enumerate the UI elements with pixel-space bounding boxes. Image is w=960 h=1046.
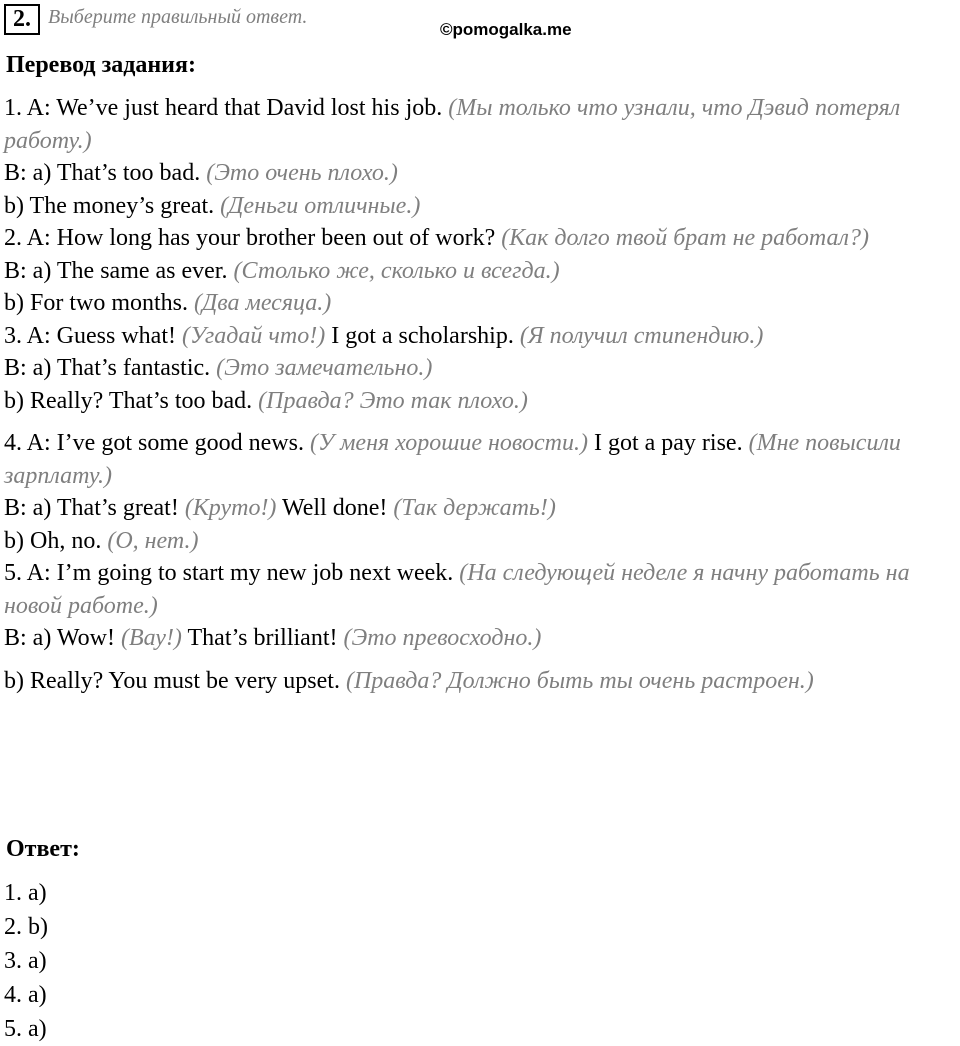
english-text: 5. A: I’m going to start my new job next week. (4, 560, 454, 586)
english-text-2: I got a pay rise. (593, 430, 743, 456)
russian-translation: (Круто!) (184, 495, 277, 521)
russian-translation: (Два месяца.) (194, 290, 332, 316)
dialogue-line-3 (4, 190, 954, 223)
russian-translation: (Это замечательно.) (216, 355, 433, 381)
dialogue-line-13 (4, 557, 954, 622)
russian-translation: (Правда? Это так плохо.) (258, 387, 528, 414)
russian-translation: (О, нет.) (107, 527, 199, 554)
english-text: b) Really? You must be very upset. (4, 667, 340, 694)
answer-item-3: 3. a) (4, 948, 47, 974)
answer-heading: Ответ: (6, 836, 80, 862)
russian-translation: (Деньги отличные.) (220, 192, 421, 219)
english-text: b) Really? That’s too bad. (4, 387, 253, 414)
english-text: 4. A: I’ve got some good news. (4, 430, 304, 456)
answer-list (4, 876, 48, 1046)
english-text: B: a) That’s too bad. (4, 160, 201, 186)
russian-translation: (У меня хорошие новости.) (309, 430, 588, 456)
dialogue-line-1 (4, 92, 954, 157)
dialogue-list (4, 92, 954, 697)
answer-item-1: 1. a) (4, 880, 47, 906)
russian-translation: (Угадай что!) (181, 322, 326, 349)
dialogue-line-4 (4, 222, 954, 255)
english-text-2: I got a scholarship. (331, 322, 514, 349)
english-text-2: Well done! (282, 495, 388, 521)
english-text: B: a) The same as ever. (4, 257, 228, 284)
english-text: b) The money’s great. (4, 192, 215, 219)
answer-item-2: 2. b) (4, 914, 48, 940)
dialogue-line-5 (4, 255, 954, 288)
dialogue-line-9 (4, 385, 954, 418)
english-text: B: a) That’s fantastic. (4, 355, 211, 381)
dialogue-line-8 (4, 352, 954, 385)
russian-translation-2: (Мне повысили зарплату.) (4, 430, 901, 489)
russian-translation: (Как долго твой брат не работал?) (501, 225, 870, 251)
dialogue-line-7 (4, 320, 954, 353)
english-text: B: a) Wow! (4, 625, 115, 651)
russian-translation: (Столько же, сколько и всегда.) (233, 257, 560, 284)
dialogue-line-12 (4, 525, 954, 558)
english-text: b) Oh, no. (4, 527, 102, 554)
dialogue-line-6 (4, 287, 954, 320)
answer-item-5: 5. a) (4, 1016, 47, 1042)
english-text: 3. A: Guess what! (4, 322, 176, 349)
english-text: B: a) That’s great! (4, 495, 179, 521)
russian-translation-2: (Так держать!) (393, 495, 556, 521)
english-text: 1. A: We’ve just heard that David lost his job. (4, 95, 443, 121)
task-instruction: Выберите правильный ответ. (48, 6, 308, 28)
russian-translation: (Это очень плохо.) (206, 160, 398, 186)
watermark: ©pomogalka.me (440, 20, 572, 39)
task-number: 2. (4, 4, 40, 35)
russian-translation: (Мы только что узнали, что Дэвид потерял работу.) (4, 95, 901, 154)
english-text: 2. A: How long has your brother been out of work? (4, 225, 496, 251)
answer-item-4: 4. a) (4, 982, 47, 1008)
dialogue-line-11 (4, 492, 954, 525)
dialogue-line-14 (4, 622, 954, 655)
russian-translation: (На следующей неделе я начну работать на новой работе.) (4, 560, 910, 619)
english-text: b) For two months. (4, 290, 189, 316)
russian-translation: (Правда? Должно быть ты очень растроен.) (345, 667, 814, 694)
russian-translation-2: (Это превосходно.) (343, 625, 542, 651)
russian-translation-2: (Я получил стипендию.) (519, 322, 764, 349)
russian-translation: (Вау!) (120, 625, 182, 651)
dialogue-line-10 (4, 427, 954, 492)
dialogue-line-15 (4, 665, 954, 698)
translation-heading: Перевод задания: (6, 52, 196, 78)
dialogue-line-2 (4, 157, 954, 190)
english-text-2: That’s brilliant! (187, 625, 338, 651)
